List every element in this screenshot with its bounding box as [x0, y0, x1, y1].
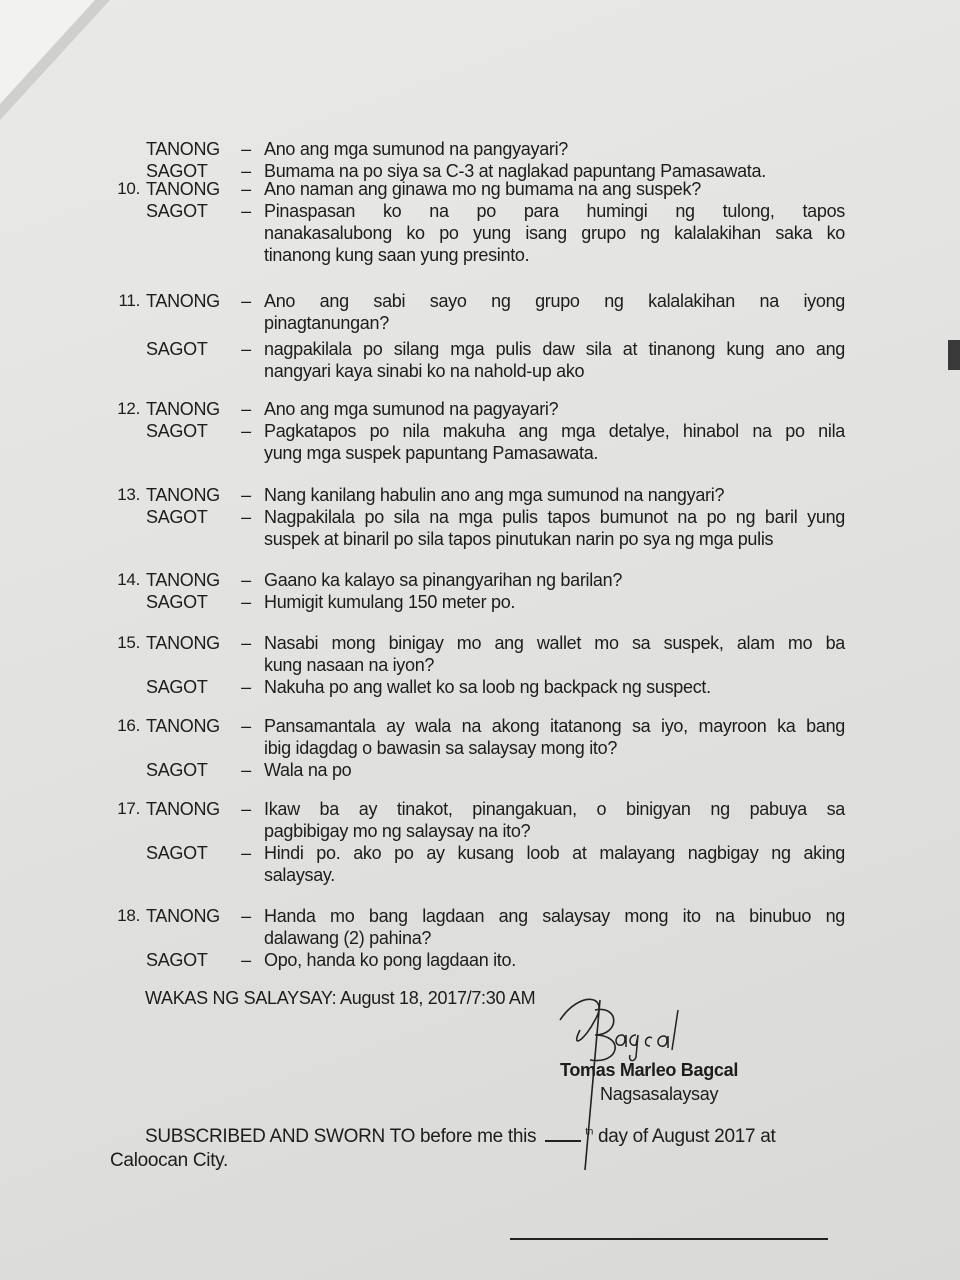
question-row	[100, 138, 845, 160]
dash: –	[241, 592, 251, 612]
answer-label: SAGOT	[146, 339, 208, 359]
qa-item	[100, 798, 845, 886]
question-label: TANONG	[146, 291, 220, 311]
question-line: Ano ang mga sumunod na pagyayari?	[264, 399, 559, 419]
answer-label: SAGOT	[146, 161, 208, 181]
question-line: Gaano ka kalayo sa pinangyarihan ng barilan?	[264, 570, 623, 590]
answer-label: SAGOT	[146, 677, 208, 697]
question-label: TANONG	[146, 570, 220, 590]
dash: –	[241, 760, 251, 780]
answer-line: Nagpakilala po sila na mga pulis tapos bumunot na po ng baril yung	[264, 507, 845, 527]
dash: –	[241, 570, 251, 590]
item-number	[100, 676, 146, 698]
dash: –	[241, 161, 251, 181]
answer-line: Humigit kumulang 150 meter po.	[264, 592, 516, 612]
day-blank	[545, 1140, 581, 1142]
item-number	[100, 420, 146, 464]
dash: –	[241, 906, 251, 926]
question-row	[100, 632, 845, 676]
question-text	[264, 398, 845, 420]
answer-row	[100, 420, 845, 464]
question-row	[100, 484, 845, 506]
question-line: Ano naman ang ginawa mo ng bumama na ang suspek?	[264, 179, 701, 199]
question-row	[100, 798, 845, 842]
question-text	[264, 138, 845, 160]
answer-text	[264, 420, 845, 464]
answer-line: salaysay.	[264, 865, 335, 885]
dash: –	[241, 843, 251, 863]
qa-item	[100, 178, 845, 266]
qa-item	[100, 905, 845, 971]
question-row	[100, 715, 845, 759]
answer-line: Opo, handa ko pong lagdaan ito.	[264, 950, 516, 970]
end-of-statement: WAKAS NG SALAYSAY: August 18, 2017/7:30 AM	[145, 988, 536, 1008]
answer-row	[100, 591, 845, 613]
answer-line: yung mga suspek papuntang Pamasawata.	[264, 443, 599, 463]
qa-item	[100, 484, 845, 550]
answer-line: Hindi po. ako po ay kusang loob at malayang nagbigay ng aking	[264, 843, 845, 863]
dash: –	[241, 633, 251, 653]
answer-line: Pagkatapos po nila makuha ang mga detalye, hinabol na po nila	[264, 421, 845, 441]
question-line: Nang kanilang habulin ano ang mga sumunod na nangyari?	[264, 485, 725, 505]
item-number: 16.	[117, 716, 140, 735]
item-number	[100, 138, 146, 160]
answer-label: SAGOT	[146, 201, 208, 221]
item-number	[100, 200, 146, 266]
answer-label: SAGOT	[146, 760, 208, 780]
question-line: Ikaw ba ay tinakot, pinangakuan, o binigyan ng pabuya sa	[264, 799, 845, 819]
answer-line: nagpakilala po silang mga pulis daw sila at tinanong kung ano ang	[264, 339, 845, 359]
question-line: ibig idagdag o bawasin sa salaysay mong ito?	[264, 738, 618, 758]
question-line: Nasabi mong binigay mo ang wallet mo sa suspek, alam mo ba	[264, 633, 845, 653]
question-line: Handa mo bang lagdaan ang salaysay mong ito na binubuo ng	[264, 906, 845, 926]
question-row	[100, 178, 845, 200]
question-row	[100, 398, 845, 420]
answer-text	[264, 338, 845, 382]
day-suffix: th	[585, 1126, 593, 1138]
dash: –	[241, 179, 251, 199]
item-number: 10.	[117, 179, 140, 198]
question-row	[100, 905, 845, 949]
dash: –	[241, 799, 251, 819]
dash: –	[241, 950, 251, 970]
answer-label: SAGOT	[146, 592, 208, 612]
jurat-place: Caloocan City.	[110, 1150, 228, 1171]
answer-text	[264, 949, 845, 971]
answer-text	[264, 842, 845, 886]
question-label: TANONG	[146, 799, 220, 819]
item-number: 12.	[117, 399, 140, 418]
background-edge	[948, 340, 960, 370]
question-text	[264, 569, 845, 591]
question-label: TANONG	[146, 399, 220, 419]
item-number: 17.	[117, 799, 140, 818]
answer-row	[100, 338, 845, 382]
qa-item	[100, 290, 845, 382]
item-number: 11.	[118, 291, 140, 310]
signer-role: Nagsasalaysay	[600, 1084, 719, 1104]
item-number	[100, 338, 146, 382]
question-line: pinagtanungan?	[264, 313, 389, 333]
jurat-text-1: SUBSCRIBED AND SWORN TO before me this	[145, 1126, 537, 1147]
answer-line: Bumama na po siya sa C-3 at naglakad papuntang Pamasawata.	[264, 161, 766, 181]
dash: –	[241, 139, 251, 159]
question-text	[264, 798, 845, 842]
question-text	[264, 905, 845, 949]
answer-row	[100, 842, 845, 886]
jurat	[145, 1126, 850, 1148]
question-label: TANONG	[146, 633, 220, 653]
jurat-text-2: day of August 2017 at	[597, 1126, 776, 1147]
answer-line: Wala na po	[264, 760, 352, 780]
dash: –	[241, 677, 251, 697]
dash: –	[241, 421, 251, 441]
question-text	[264, 290, 845, 334]
item-number	[100, 591, 146, 613]
item-number: 14.	[117, 570, 140, 589]
question-label: TANONG	[146, 906, 220, 926]
answer-text	[264, 506, 845, 550]
answer-line: Pinaspasan ko na po para humingi ng tulong, tapos	[264, 201, 845, 221]
answer-line: tinanong kung saan yung presinto.	[264, 245, 530, 265]
answer-text	[264, 200, 845, 266]
item-number	[100, 506, 146, 550]
question-line: pagbibigay mo ng salaysay na ito?	[264, 821, 531, 841]
question-line: Ano ang sabi sayo ng grupo ng kalalakihan na iyong	[264, 291, 845, 311]
answer-line: suspek at binaril po sila tapos pinutukan narin po sya ng mga pulis	[264, 529, 774, 549]
question-label: TANONG	[146, 485, 220, 505]
signer-name: Tomas Marleo Bagcal	[560, 1060, 739, 1080]
answer-line: Nakuha po ang wallet ko sa loob ng backpack ng suspect.	[264, 677, 711, 697]
question-label: TANONG	[146, 716, 220, 736]
qa-item	[100, 715, 845, 781]
qa-item	[100, 398, 845, 464]
question-label: TANONG	[146, 179, 220, 199]
question-row	[100, 290, 845, 334]
qa-item	[100, 569, 845, 613]
question-line: Pansamantala ay wala na akong itatanong sa iyo, mayroon ka bang	[264, 716, 845, 736]
answer-line: nanakasalubong ko po yung isang grupo ng kalalakihan saka ko	[264, 223, 845, 243]
answer-text	[264, 591, 845, 613]
item-number: 15.	[117, 633, 140, 652]
answer-text	[264, 759, 845, 781]
dash: –	[241, 291, 251, 311]
qa-item	[100, 138, 845, 182]
question-text	[264, 715, 845, 759]
question-row	[100, 569, 845, 591]
dash: –	[241, 485, 251, 505]
question-line: Ano ang mga sumunod na pangyayari?	[264, 139, 569, 159]
item-number	[100, 842, 146, 886]
dash: –	[241, 716, 251, 736]
question-line: dalawang (2) pahina?	[264, 928, 432, 948]
item-number	[100, 759, 146, 781]
item-number: 18.	[117, 906, 140, 925]
qa-item	[100, 632, 845, 698]
dash: –	[241, 201, 251, 221]
answer-row	[100, 676, 845, 698]
paper-corner	[0, 0, 95, 104]
answer-label: SAGOT	[146, 507, 208, 527]
question-text	[264, 632, 845, 676]
answer-label: SAGOT	[146, 950, 208, 970]
dash: –	[241, 339, 251, 359]
answer-row	[100, 200, 845, 266]
question-label: TANONG	[146, 139, 220, 159]
answer-line: nangyari kaya sinabi ko na nahold-up ako	[264, 361, 585, 381]
answer-row	[100, 759, 845, 781]
item-number	[100, 949, 146, 971]
question-line: kung nasaan na iyon?	[264, 655, 435, 675]
answer-text	[264, 676, 845, 698]
signature-line	[510, 1238, 828, 1240]
dash: –	[241, 399, 251, 419]
item-number: 13.	[117, 485, 140, 504]
answer-label: SAGOT	[146, 421, 208, 441]
answer-row	[100, 506, 845, 550]
question-text	[264, 484, 845, 506]
answer-row	[100, 949, 845, 971]
dash: –	[241, 507, 251, 527]
question-text	[264, 178, 845, 200]
answer-label: SAGOT	[146, 843, 208, 863]
